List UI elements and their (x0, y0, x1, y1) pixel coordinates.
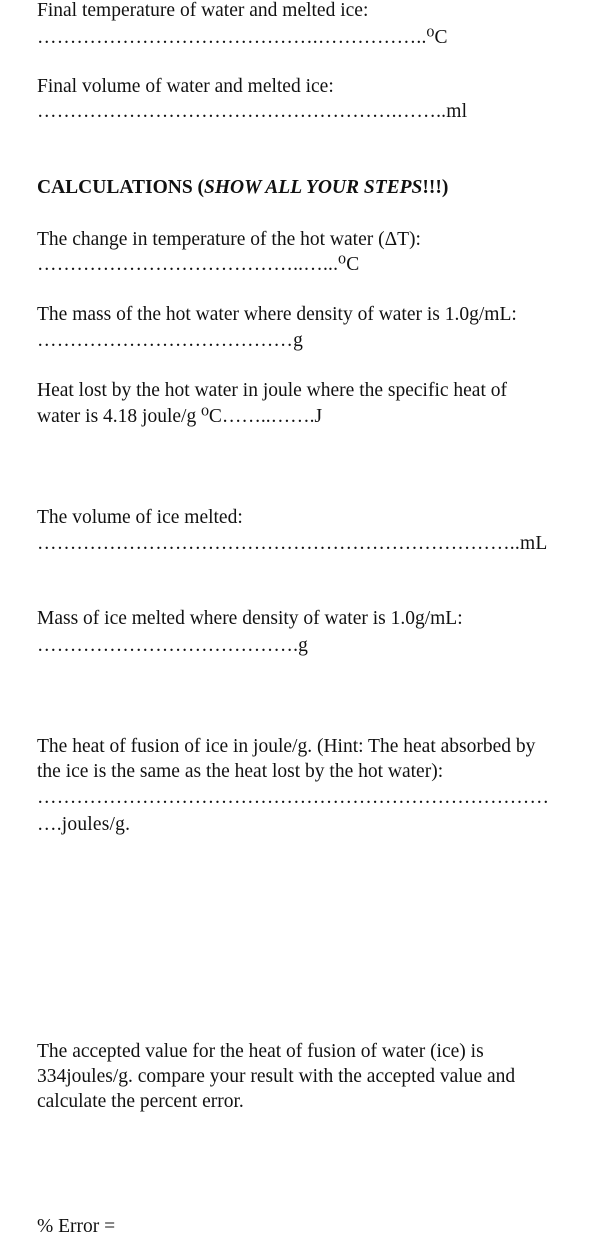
final-volume-label: Final volume of water and melted ice: (37, 76, 334, 97)
mass-ice-melted-label: Mass of ice melted where density of water is 1.0g/mL: (37, 608, 463, 629)
percent-error-label: % Error = (37, 1216, 116, 1237)
delta-t-blank: …………………………………..…...⁰C (37, 254, 360, 275)
heat-lost-label-line1: Heat lost by the hot water in joule where the specific heat of (37, 380, 507, 401)
final-temperature-blank: …………………………………….……………..⁰C (37, 27, 448, 48)
heat-of-fusion-label-line1: The heat of fusion of ice in joule/g. (Hint: The heat absorbed by (37, 736, 536, 757)
accepted-value-line1: The accepted value for the heat of fusion of water (ice) is (37, 1041, 484, 1062)
mass-hot-water-label: The mass of the hot water where density of water is 1.0g/mL: (37, 304, 517, 325)
heat-of-fusion-label-line2: the ice is the same as the heat lost by the hot water): (37, 761, 444, 782)
heat-of-fusion-blank-line1: …………………………………………………………………… (37, 787, 550, 808)
mass-hot-water-blank: …………………………………g (37, 330, 304, 351)
calculations-heading-emphasis: SHOW ALL YOUR STEPS (204, 177, 423, 198)
heat-lost-label-line2: water is 4.18 joule/g ⁰C……..…….J (37, 406, 323, 427)
accepted-value-line3: calculate the percent error. (37, 1091, 244, 1112)
heat-of-fusion-blank-line2: ….joules/g. (37, 814, 131, 835)
volume-ice-melted-blank: ………………………………………………………………..mL (37, 533, 548, 554)
calculations-heading-suffix: !!!) (422, 177, 449, 198)
calculations-heading-prefix: CALCULATIONS ( (37, 177, 205, 198)
delta-t-label: The change in temperature of the hot water (ΔT): (37, 229, 421, 250)
final-temperature-label: Final temperature of water and melted ice: (37, 0, 369, 21)
calculations-heading (37, 175, 448, 201)
mass-ice-melted-blank: ………………………………….g (37, 635, 309, 656)
volume-ice-melted-label: The volume of ice melted: (37, 507, 243, 528)
final-volume-blank: ……………………………………………….……..ml (37, 101, 468, 122)
accepted-value-line2: 334joules/g. compare your result with the accepted value and (37, 1066, 516, 1087)
